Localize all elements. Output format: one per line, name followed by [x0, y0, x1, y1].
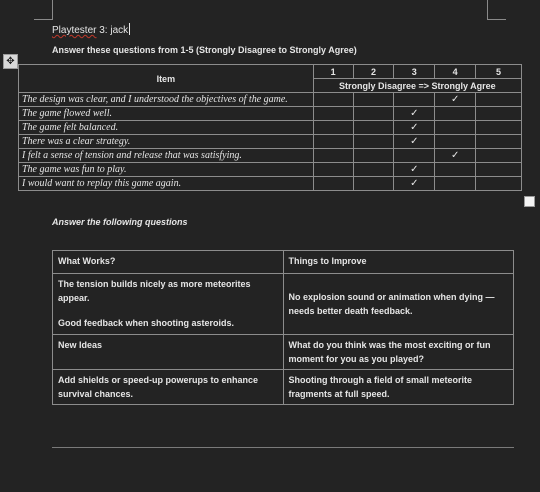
- rating-checkmark-icon[interactable]: ✓: [394, 135, 435, 149]
- page-corner-mark-left: [34, 0, 53, 20]
- rating-checkmark-icon[interactable]: ✓: [394, 107, 435, 121]
- improve-answer-1: No explosion sound or animation when dying — needs better death feedback.: [288, 292, 495, 316]
- what-works-answer-2: Good feedback when shooting asteroids.: [58, 318, 235, 328]
- rating-row: [19, 107, 522, 121]
- rating-cell-empty[interactable]: [476, 163, 522, 177]
- rating-cell-empty[interactable]: [476, 107, 522, 121]
- rating-row: [19, 93, 522, 107]
- scale-4-header[interactable]: 4: [435, 65, 476, 79]
- new-ideas-answer[interactable]: Add shields or speed-up powerups to enhance survival chances.: [53, 370, 284, 405]
- rating-row: [19, 177, 522, 191]
- rating-instructions: Answer these questions from 1-5 (Strongly Disagree to Strongly Agree): [52, 45, 357, 55]
- rating-statement[interactable]: I felt a sense of tension and release that was satisfying.: [19, 149, 314, 163]
- rating-statement[interactable]: The game felt balanced.: [19, 121, 314, 135]
- feedback-header-row: [53, 251, 514, 274]
- what-works-cell[interactable]: [53, 274, 284, 335]
- rating-cell-empty[interactable]: [435, 121, 476, 135]
- rating-header-row: [19, 65, 522, 79]
- feedback-question-row: [53, 335, 514, 370]
- rating-cell-empty[interactable]: [353, 177, 394, 191]
- rating-checkmark-icon[interactable]: ✓: [435, 93, 476, 107]
- rating-cell-empty[interactable]: [313, 163, 353, 177]
- feedback-answers-row: [53, 274, 514, 335]
- rating-row: [19, 135, 522, 149]
- rating-cell-empty[interactable]: [313, 149, 353, 163]
- exciting-moment-question[interactable]: What do you think was the most exciting or fun moment for you as you played?: [283, 335, 514, 370]
- rating-cell-empty[interactable]: [435, 107, 476, 121]
- rating-cell-empty[interactable]: [313, 177, 353, 191]
- rating-cell-empty[interactable]: [353, 149, 394, 163]
- rating-cell-empty[interactable]: [435, 177, 476, 191]
- rating-table[interactable]: [18, 64, 522, 191]
- rating-row: [19, 149, 522, 163]
- rating-cell-empty[interactable]: [353, 107, 394, 121]
- improve-cell[interactable]: [283, 274, 514, 335]
- feedback-answer-row-2: [53, 370, 514, 405]
- rating-cell-empty[interactable]: [394, 93, 435, 107]
- scale-caption[interactable]: Strongly Disagree => Strongly Agree: [313, 79, 521, 93]
- rating-cell-empty[interactable]: [394, 149, 435, 163]
- scale-5-header[interactable]: 5: [476, 65, 522, 79]
- rating-cell-empty[interactable]: [476, 177, 522, 191]
- rating-cell-empty[interactable]: [476, 93, 522, 107]
- page-bottom-rule: [52, 447, 514, 448]
- rating-cell-empty[interactable]: [353, 93, 394, 107]
- rating-cell-empty[interactable]: [313, 135, 353, 149]
- scale-2-header[interactable]: 2: [353, 65, 394, 79]
- rating-checkmark-icon[interactable]: ✓: [394, 163, 435, 177]
- title-player: 3: jack: [96, 25, 129, 36]
- page-title[interactable]: [52, 23, 130, 36]
- rating-cell-empty[interactable]: [476, 135, 522, 149]
- rating-row: [19, 121, 522, 135]
- text-cursor: [129, 23, 130, 35]
- rating-statement[interactable]: The game was fun to play.: [19, 163, 314, 177]
- title-misspelled-word: Playtester: [52, 25, 97, 36]
- scale-3-header[interactable]: 3: [394, 65, 435, 79]
- rating-cell-empty[interactable]: [476, 121, 522, 135]
- table-move-handle-icon[interactable]: ✥: [3, 54, 18, 69]
- scale-1-header[interactable]: 1: [313, 65, 353, 79]
- feedback-table[interactable]: [52, 250, 514, 405]
- what-works-header[interactable]: What Works?: [53, 251, 284, 274]
- rating-checkmark-icon[interactable]: ✓: [435, 149, 476, 163]
- item-header[interactable]: Item: [19, 65, 314, 93]
- rating-cell-empty[interactable]: [435, 163, 476, 177]
- new-ideas-header[interactable]: New Ideas: [53, 335, 284, 370]
- rating-statement[interactable]: I would want to replay this game again.: [19, 177, 314, 191]
- rating-statement[interactable]: The game flowed well.: [19, 107, 314, 121]
- section-heading: Answer the following questions: [52, 217, 188, 227]
- page-corner-mark-right: [487, 0, 506, 20]
- rating-cell-empty[interactable]: [313, 121, 353, 135]
- rating-checkmark-icon[interactable]: ✓: [394, 121, 435, 135]
- rating-cell-empty[interactable]: [313, 107, 353, 121]
- exciting-moment-answer[interactable]: Shooting through a field of small meteorite fragments at full speed.: [283, 370, 514, 405]
- rating-cell-empty[interactable]: [353, 163, 394, 177]
- rating-cell-empty[interactable]: [435, 135, 476, 149]
- rating-cell-empty[interactable]: [313, 93, 353, 107]
- rating-row: [19, 163, 522, 177]
- rating-cell-empty[interactable]: [476, 149, 522, 163]
- rating-cell-empty[interactable]: [353, 135, 394, 149]
- rating-statement[interactable]: The design was clear, and I understood the objectives of the game.: [19, 93, 314, 107]
- table-resize-handle-icon[interactable]: [524, 196, 535, 207]
- rating-statement[interactable]: There was a clear strategy.: [19, 135, 314, 149]
- what-works-answer-1: The tension builds nicely as more meteorites appear.: [58, 279, 251, 303]
- things-to-improve-header[interactable]: Things to Improve: [283, 251, 514, 274]
- rating-cell-empty[interactable]: [353, 121, 394, 135]
- rating-checkmark-icon[interactable]: ✓: [394, 177, 435, 191]
